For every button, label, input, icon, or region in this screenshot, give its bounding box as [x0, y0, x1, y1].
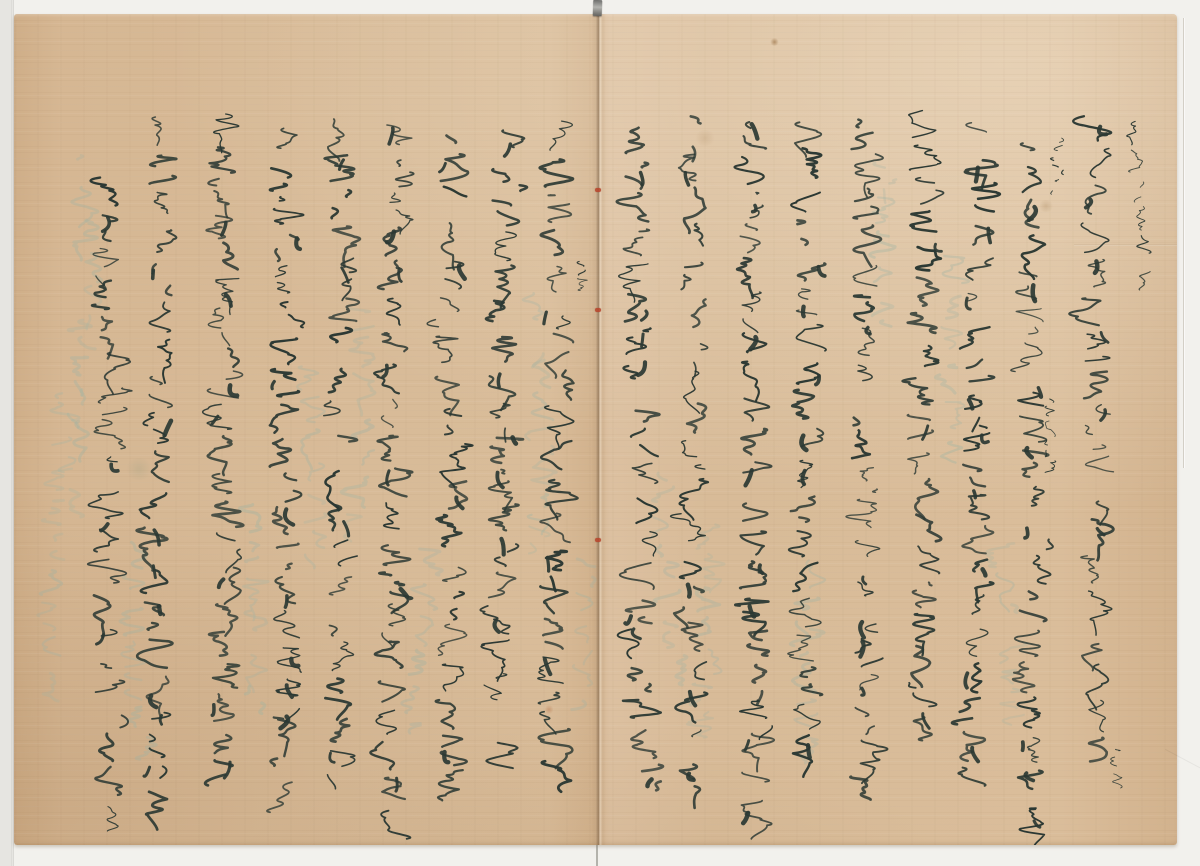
text-column — [617, 128, 663, 791]
calligraphy-ink-layer — [14, 14, 1177, 845]
rubric-annotation — [107, 807, 118, 831]
text-column — [427, 136, 473, 801]
show-through-column — [870, 163, 896, 327]
show-through-column — [341, 309, 375, 542]
binding-stitch — [595, 538, 601, 542]
text-column — [480, 130, 527, 768]
show-through-column — [523, 293, 557, 553]
binding-pin — [593, 0, 603, 16]
show-through-column — [59, 155, 102, 517]
show-through-column — [402, 549, 443, 749]
text-column — [203, 114, 244, 785]
rubric-annotation — [1127, 121, 1151, 290]
backing-crease — [1183, 18, 1184, 468]
rubric-annotation — [1051, 138, 1064, 194]
show-through-column — [572, 559, 595, 719]
binding-stitch — [595, 188, 601, 192]
text-column — [538, 121, 578, 792]
show-through-column — [936, 256, 969, 463]
rubric-annotation — [1045, 399, 1056, 476]
rubric-annotation — [577, 262, 587, 291]
spine-line — [596, 845, 598, 866]
text-column — [1069, 116, 1113, 767]
text-column — [137, 117, 177, 830]
text-column — [903, 111, 944, 741]
binding-stitch — [595, 308, 601, 312]
manuscript-spread — [14, 14, 1177, 845]
text-column — [370, 125, 413, 839]
show-through-column — [987, 543, 1028, 724]
text-column — [952, 123, 1000, 795]
backing-seam — [11, 0, 12, 866]
text-column — [735, 122, 775, 839]
show-through-column — [37, 393, 79, 701]
text-column — [1011, 143, 1053, 845]
show-through-column — [297, 367, 326, 569]
text-column — [267, 128, 304, 812]
text-column — [324, 119, 360, 789]
rubric-annotation — [1111, 749, 1123, 788]
show-through-column — [240, 505, 269, 714]
show-through-column — [687, 525, 725, 738]
